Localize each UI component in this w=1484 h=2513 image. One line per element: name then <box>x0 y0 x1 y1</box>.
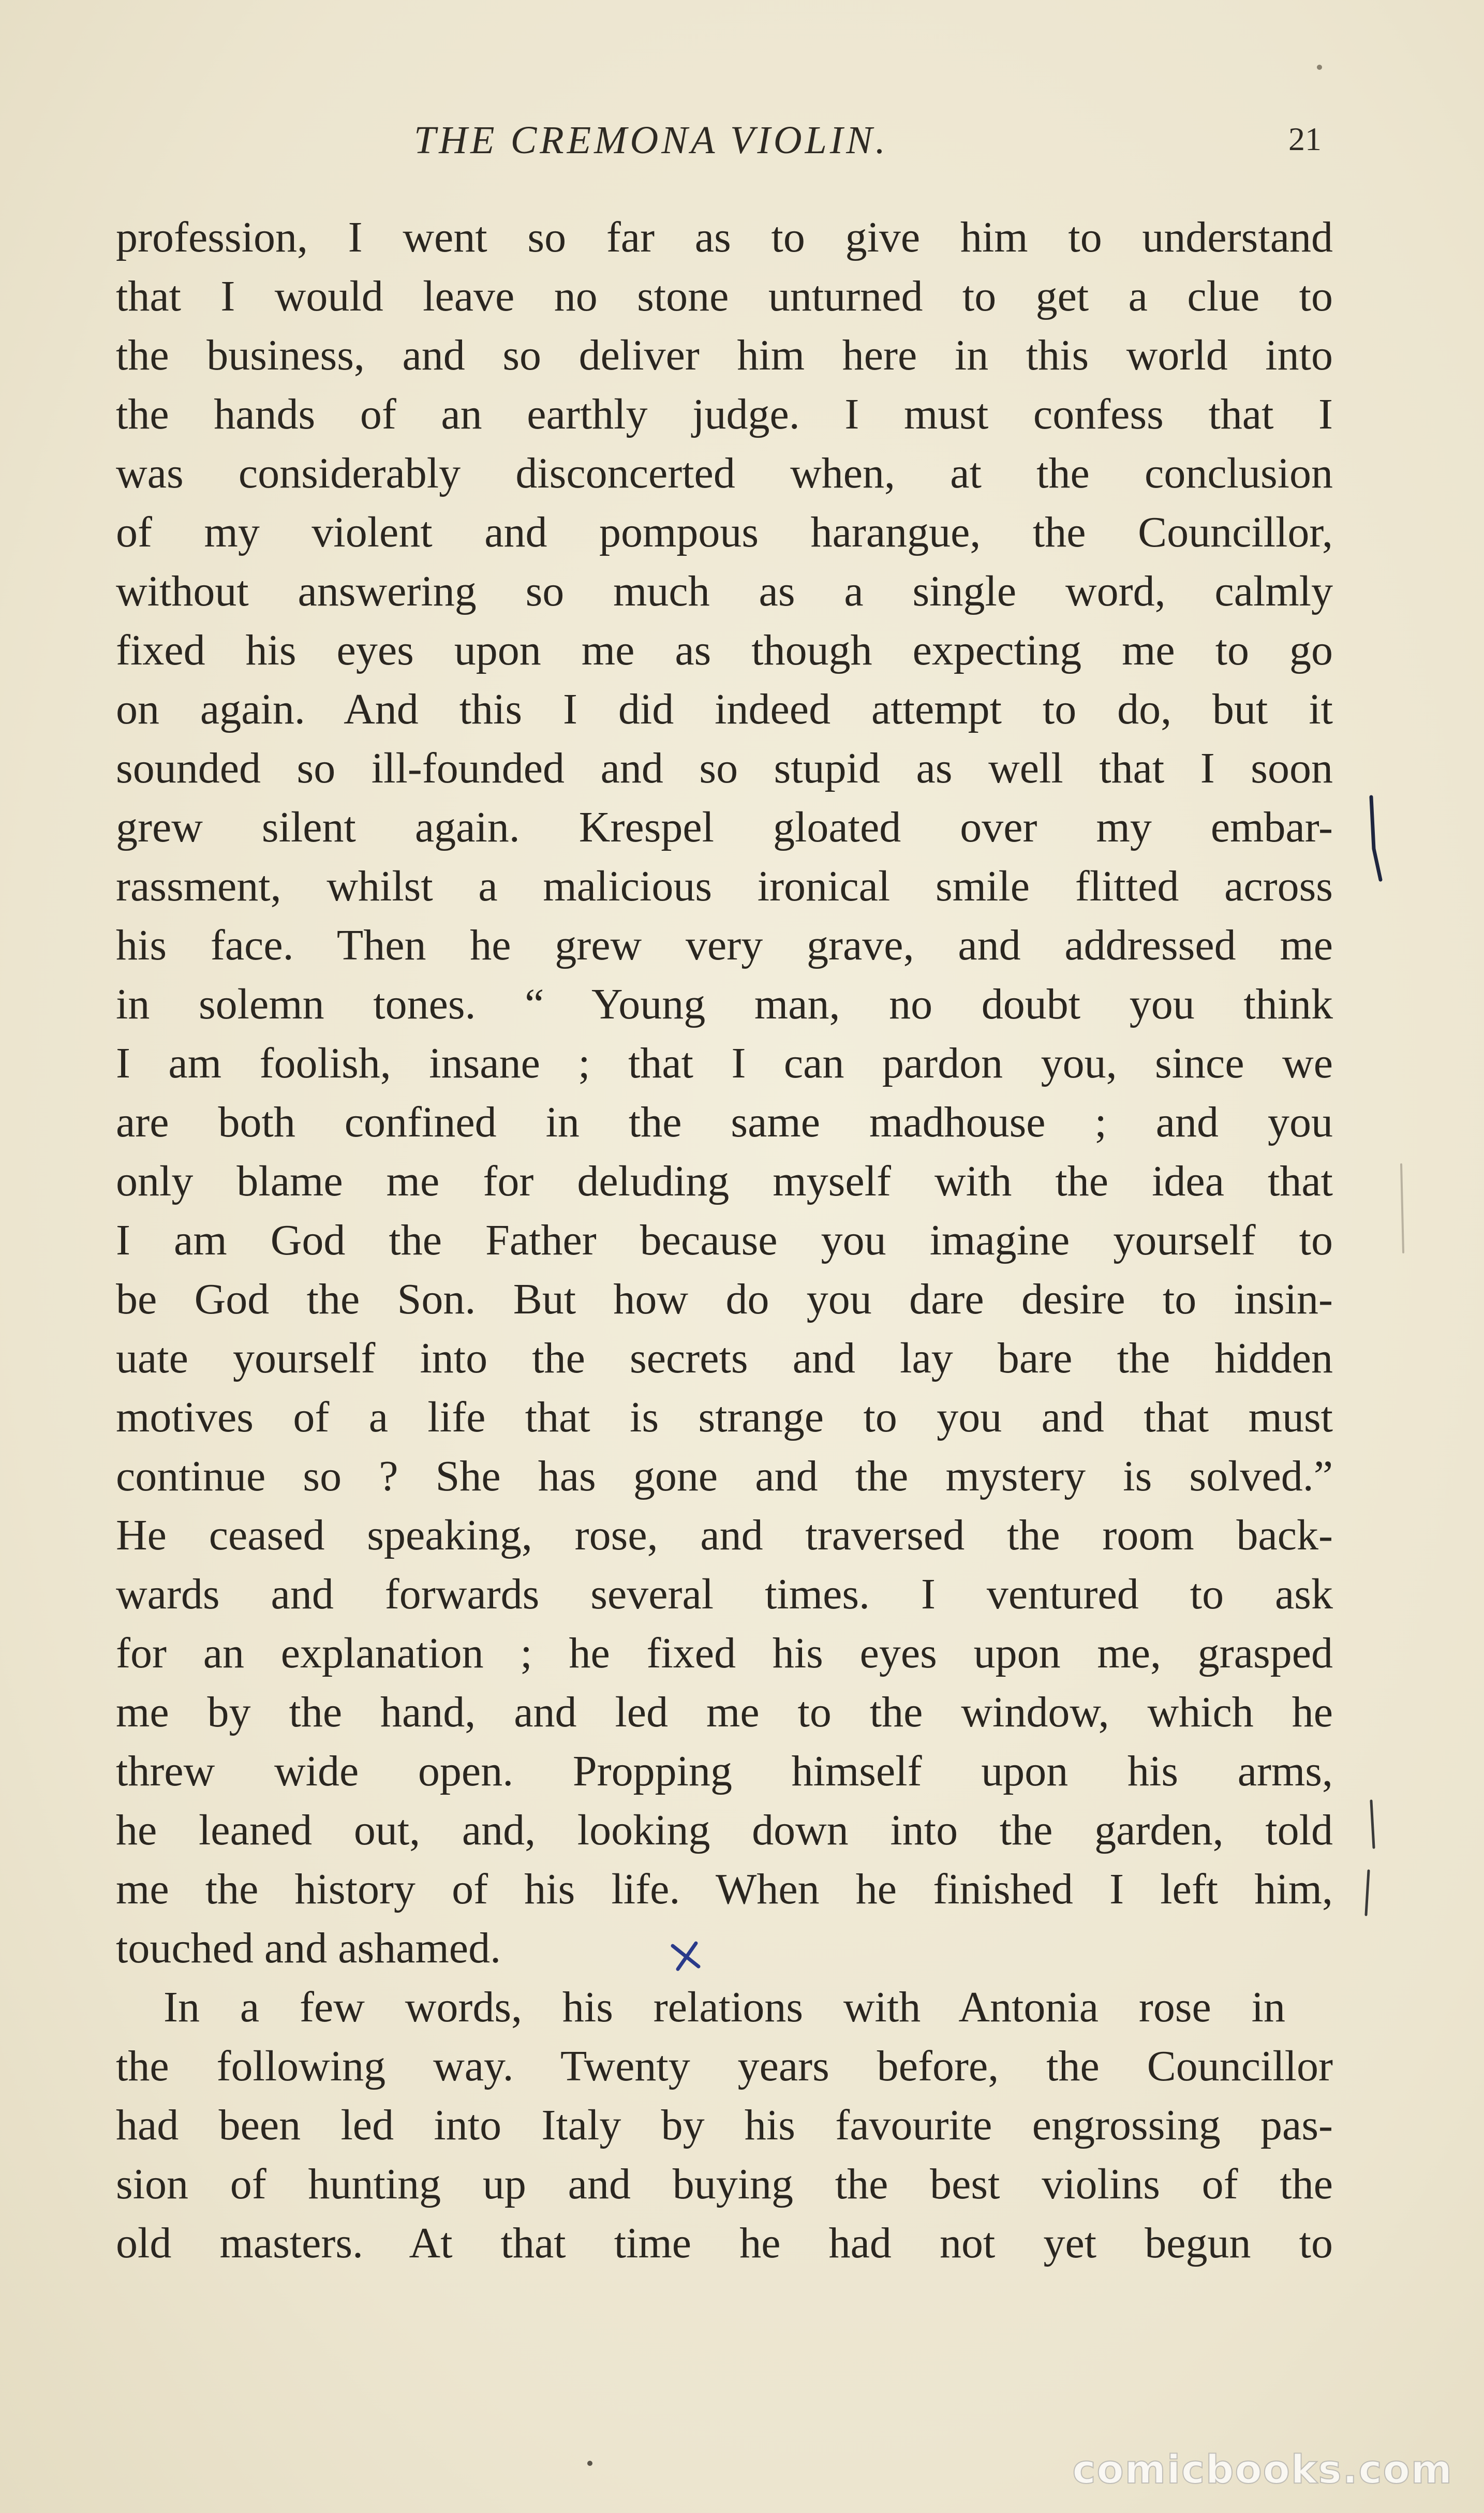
text-line: fixed his eyes upon me as though expecting me to go <box>116 626 1333 674</box>
running-title: THE CREMONA VIOLIN. <box>414 119 888 162</box>
text-line: old masters. At that time he had not yet begun to <box>116 2219 1333 2267</box>
speck-icon <box>587 2461 592 2466</box>
text-line: of my violent and pompous harangue, the Councillor, <box>116 508 1333 556</box>
text-line: for an explanation ; he fixed his eyes upon me, grasped <box>116 1629 1333 1677</box>
text-line: rassment, whilst a malicious ironical smile flitted across <box>116 862 1333 910</box>
text-line: continue so ? She has gone and the mystery is solved.” <box>116 1452 1333 1500</box>
text-line: the hands of an earthly judge. I must confess that I <box>116 390 1333 438</box>
text-line: profession, I went so far as to give him to understand <box>116 213 1333 261</box>
text-line: He ceased speaking, rose, and traversed the room back- <box>116 1511 1333 1559</box>
text-line: the following way. Twenty years before, the Councillor <box>116 2042 1333 2090</box>
text-line: only blame me for deluding myself with the idea that <box>116 1157 1333 1205</box>
running-head <box>0 118 1484 170</box>
text-line: me the history of his life. When he finished I left him, <box>116 1865 1333 1913</box>
text-line: me by the hand, and led me to the window, which he <box>116 1688 1333 1736</box>
text-line: motives of a life that is strange to you and that must <box>116 1393 1333 1441</box>
text-line: had been led into Italy by his favourite engrossing pas- <box>116 2101 1333 2149</box>
text-line: grew silent again. Krespel gloated over my embar- <box>116 803 1333 851</box>
margin-mark-icon <box>1366 1871 1369 1915</box>
text-line: wards and forwards several times. I ventured to ask <box>116 1570 1333 1618</box>
margin-mark-icon <box>1371 797 1381 880</box>
text-line: In a few words, his relations with Antonia rose in <box>164 1983 1285 2031</box>
text-line: in solemn tones. “ Young man, no doubt you think <box>116 980 1333 1028</box>
text-line: touched and ashamed. <box>116 1924 501 1972</box>
body-text <box>116 208 1333 2273</box>
text-line: I am God the Father because you imagine yourself to <box>116 1216 1333 1264</box>
text-line: he leaned out, and, looking down into the garden, told <box>116 1806 1333 1854</box>
text-line: sounded so ill-founded and so stupid as well that I soon <box>116 744 1333 792</box>
text-line: on again. And this I did indeed attempt to do, but it <box>116 685 1333 733</box>
text-line: that I would leave no stone unturned to get a clue to <box>116 272 1333 320</box>
text-line: was considerably disconcerted when, at the conclusion <box>116 449 1333 497</box>
text-line: I am foolish, insane ; that I can pardon you, since we <box>116 1039 1333 1087</box>
text-line: without answering so much as a single word, calmly <box>116 567 1333 615</box>
text-line: his face. Then he grew very grave, and addressed me <box>116 921 1333 969</box>
margin-mark-icon <box>1401 1164 1403 1252</box>
text-line: be God the Son. But how do you dare desire to insin- <box>116 1275 1333 1323</box>
text-line: uate yourself into the secrets and lay bare the hidden <box>116 1334 1333 1382</box>
speck-icon <box>1317 65 1322 70</box>
page-number: 21 <box>1288 121 1322 157</box>
text-line: threw wide open. Propping himself upon his arms, <box>116 1747 1333 1795</box>
text-line: sion of hunting up and buying the best violins of the <box>116 2160 1333 2208</box>
text-line: are both confined in the same madhouse ; and you <box>116 1098 1333 1146</box>
text-line: the business, and so deliver him here in this world into <box>116 331 1333 379</box>
margin-mark-icon <box>1371 1801 1374 1847</box>
watermark: comicbooks.com <box>1072 2446 1453 2492</box>
